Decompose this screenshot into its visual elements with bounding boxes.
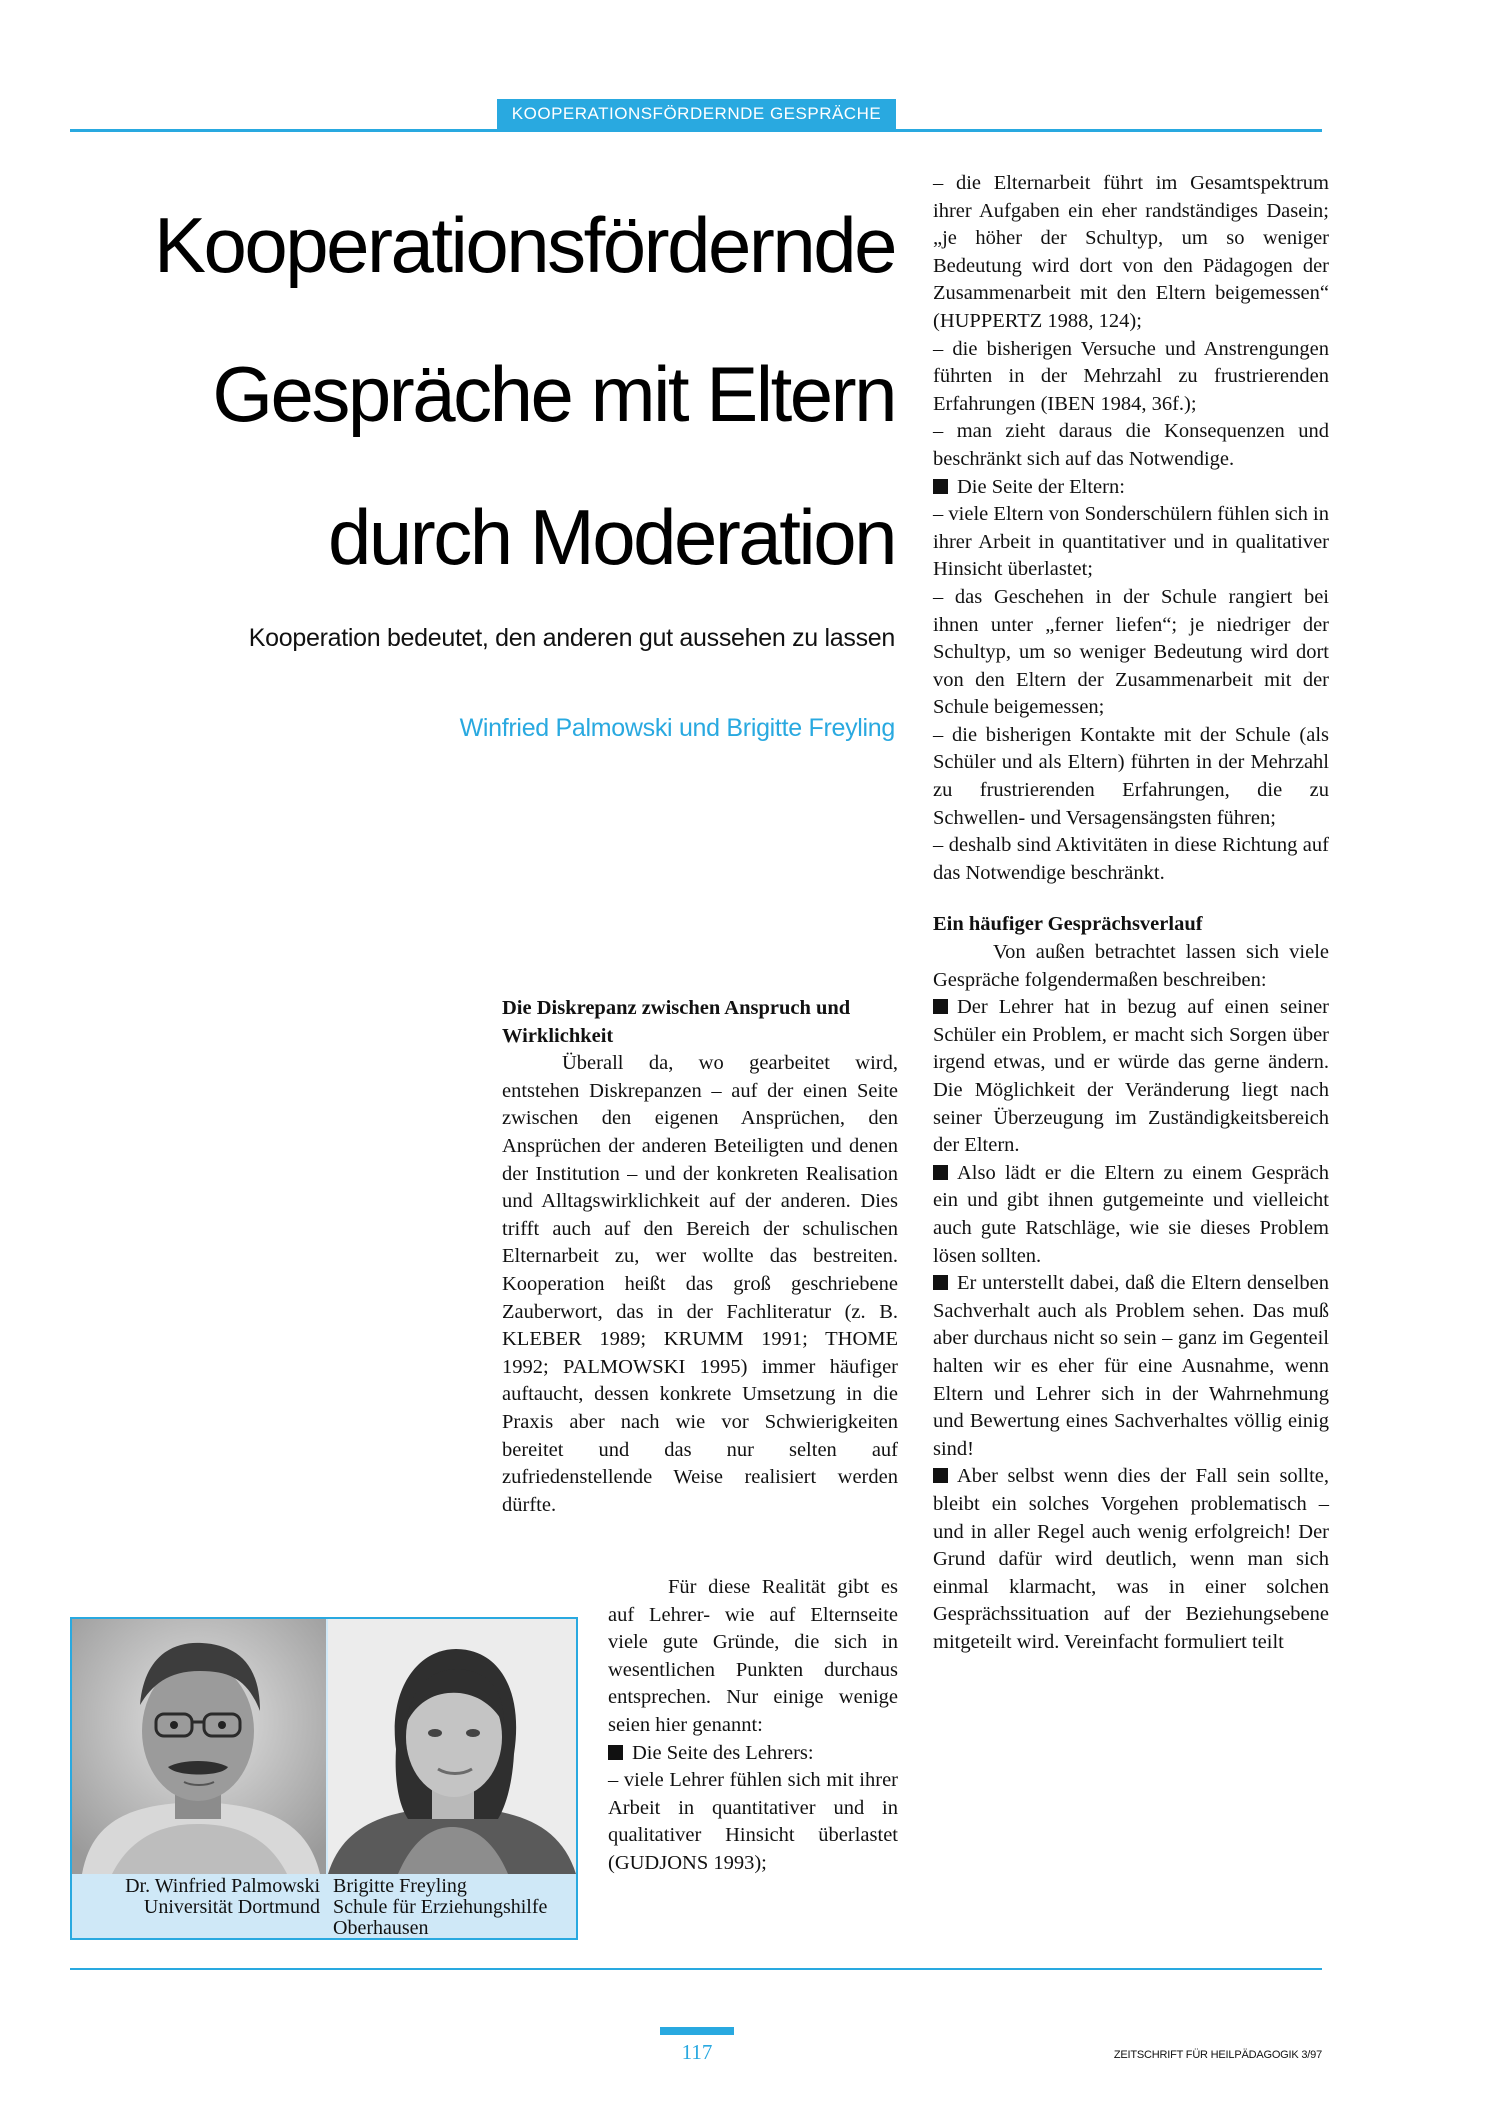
page-number: 117 bbox=[681, 2040, 713, 2064]
bullet-square-icon bbox=[933, 1468, 948, 1483]
dash-item-activities: – deshalb sind Aktivitäten in diese Richtung auf das Notwendige beschränkt. bbox=[933, 834, 1329, 884]
section-header: KOOPERATIONSFÖRDERNDE GESPRÄCHE bbox=[497, 99, 896, 129]
section-heading-discrepancy: Die Diskrepanz zwischen Anspruch und Wirklichkeit bbox=[502, 997, 851, 1047]
dash-item-parents-overloaded: – viele Eltern von Sonderschülern fühlen sich in ihrer Arbeit in quantitativer und in qualitativer Hinsicht überlastet; bbox=[933, 503, 1329, 581]
bullet-square-icon bbox=[933, 1165, 948, 1180]
journal-reference: ZEITSCHRIFT FÜR HEILPÄDAGOGIK 3/97 bbox=[1113, 2049, 1322, 2061]
dash-item-contacts: – die bisherigen Kontakte mit der Schule (als Schüler und als Eltern) führten in der Mehrzahl zu frustrierenden Erfahrungen, die zu Schwellen- und Versagensängsten führen; bbox=[933, 723, 1329, 829]
bullet-teacher-side: Die Seite des Lehrers: bbox=[608, 1740, 898, 1768]
header-rule bbox=[70, 129, 1322, 132]
caption-palmowski bbox=[72, 1876, 326, 1918]
article-title-line-1: Kooperationsfördernde bbox=[153, 201, 895, 289]
article-subtitle: Kooperation bedeutet, den anderen gut aussehen zu lassen bbox=[248, 624, 895, 652]
dash-item-teachers-overloaded: – viele Lehrer fühlen sich mit ihrer Arbeit in quantitativer und in qualitativer Hinsicht überlastet (GUDJONS 1993); bbox=[608, 1769, 898, 1874]
caption-palmowski-affiliation: Universität Dortmund bbox=[143, 1896, 320, 1918]
author-photo-freyling bbox=[328, 1619, 576, 1874]
caption-freyling-name: Brigitte Freyling bbox=[333, 1875, 467, 1897]
dash-item-school-ranking: – das Geschehen in der Schule rangiert bei ihnen unter „ferner liefen“; je niedriger der Schultyp, um so weniger Bedeutung wird dort von den Eltern der Zusammenarbeit mit der Schule beigemessen; bbox=[933, 585, 1329, 719]
portrait-woman-image bbox=[328, 1619, 576, 1874]
dash-item-consequences: – man zieht daraus die Konsequenzen und beschränkt sich auf das Notwendige. bbox=[933, 420, 1329, 470]
section-heading-conversation: Ein häufiger Gesprächsverlauf bbox=[933, 913, 1203, 936]
author-photo-palmowski bbox=[72, 1619, 326, 1874]
dash-item-parent-work: – die Elternarbeit führt im Gesamtspektrum ihrer Aufgaben ein eher randständiges Dasein; „je höher der Schultyp, um so weniger Bedeutung wird dort von den Pädagogen der Zusammenarbeit mit den Eltern beigemessen“ (HUPPERTZ 1988, 124); bbox=[933, 172, 1329, 332]
paragraph-discrepancy: Überall da, wo gearbeitet wird, entstehen Diskrepanzen – auf der einen Seite zwischen den eigenen Ansprüchen, den Ansprüchen der anderen Beteiligten und denen der Institution – und der konkreten Realisation und Alltagswirklichkeit auf der anderen. Dies trifft auch auf den Bereich der schulischen Elternarbeit zu, wer wollte das bestreiten. Kooperation heißt das groß geschriebene Zauberwort, das in der Fachliteratur (z. B. KLEBER 1989; KRUMM 1991; THOME 1992; PALMOWSKI 1995) immer häufiger auftaucht, dessen konkrete Umsetzung in die Praxis aber nach wie vor Schwierigkeiten bereitet und das nur selten auf zufriedenstellende Weise realisiert werden dürfte. bbox=[502, 1052, 898, 1516]
bullet-paragraph-4: Aber selbst wenn dies der Fall sein sollte, bleibt ein solches Vorgehen problematisch – und in aller Regel auch wenig erfolgreich! Der Grund dafür wird deutlich, wenn man sich einmal klarmacht, was in einer solchen Gesprächssituation auf der Beziehungsebene mitgeteilt wird. Vereinfacht formuliert teilt bbox=[933, 1465, 1329, 1653]
dash-item-attempts: – die bisherigen Versuche und Anstrengungen führten in der Mehrzahl zu frustrierenden Erfahrungen (IBEN 1984, 36f.); bbox=[933, 337, 1329, 415]
caption-freyling bbox=[333, 1876, 576, 1939]
page-number-tab bbox=[660, 2027, 734, 2035]
right-column bbox=[933, 170, 1329, 1656]
article-title-line-2: Gespräche mit Eltern bbox=[212, 350, 895, 438]
middle-column-upper bbox=[502, 995, 898, 1519]
paragraph-conversation-intro: Von außen betrachtet lassen sich viele Gespräche folgendermaßen beschreiben: bbox=[933, 941, 1329, 991]
bullet-square-icon bbox=[933, 1275, 948, 1290]
bullet-parent-side: Die Seite der Eltern: bbox=[933, 474, 1329, 502]
footer-rule bbox=[70, 1968, 1322, 1970]
middle-column-lower bbox=[608, 1574, 898, 1878]
bullet-paragraph-2: Also lädt er die Eltern zu einem Gespräch ein und gibt ihnen gutgemeinte und vielleicht auch gute Ratschläge, wie sie dieses Problem lösen sollten. bbox=[933, 1161, 1329, 1267]
paragraph-reasons: Für diese Realität gibt es auf Lehrer- wie auf Elternseite viele gute Gründe, die sich in wesentlichen Punkten durchaus entsprechen. Nur einige wenige seien hier genannt: bbox=[608, 1576, 898, 1736]
bullet-paragraph-1: Der Lehrer hat in bezug auf einen seiner Schüler ein Problem, er macht sich Sorgen über irgend etwas, und er würde das gerne ändern. Die Möglichkeit der Veränderung liegt nach seiner Überzeugung im Zuständigkeitsbereich der Eltern. bbox=[933, 996, 1329, 1157]
article-title-line-3: durch Moderation bbox=[327, 493, 895, 581]
article-authors: Winfried Palmowski und Brigitte Freyling bbox=[459, 714, 895, 742]
bullet-paragraph-3: Er unterstellt dabei, daß die Eltern denselben Sachverhalt auch als Problem sehen. Das muß aber durchaus nicht so sein – ganz im Gegenteil halten wir es eher für eine Ausnahme, wenn Eltern und Lehrer sich in der Wahrnehmung und Bewertung eines Sachverhaltes völlig einig sind! bbox=[933, 1272, 1329, 1460]
bullet-square-icon bbox=[608, 1745, 623, 1760]
caption-freyling-affiliation: Schule für Erziehungshilfe bbox=[333, 1896, 548, 1918]
caption-freyling-city: Oberhausen bbox=[333, 1917, 429, 1939]
bullet-square-icon bbox=[933, 999, 948, 1014]
caption-palmowski-name: Dr. Winfried Palmowski bbox=[125, 1875, 320, 1897]
portrait-man-image bbox=[72, 1619, 326, 1874]
bullet-square-icon bbox=[933, 479, 948, 494]
